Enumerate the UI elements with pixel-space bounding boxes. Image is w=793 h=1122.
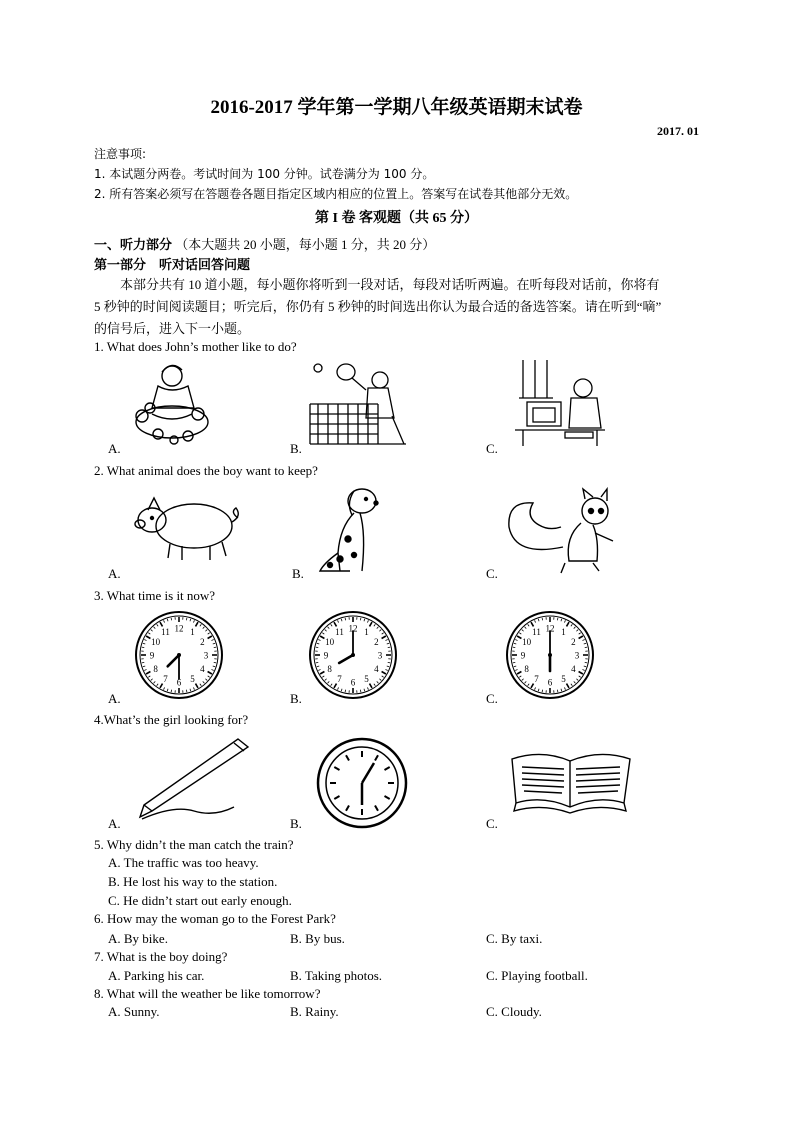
q5-option-b[interactable]: B. He lost his way to the station. <box>108 874 278 889</box>
clock-tick <box>317 643 319 644</box>
clock-tick <box>538 619 539 621</box>
clock-tick <box>360 690 361 692</box>
q6-option-c[interactable]: C. By taxi. <box>486 931 543 946</box>
q2-option-a[interactable]: A. <box>108 566 121 581</box>
clock-tick <box>154 681 156 683</box>
q4-question: 4.What’s the girl looking for? <box>94 712 249 727</box>
clock-number: 2 <box>200 637 205 647</box>
q1-option-b[interactable]: B. <box>290 441 302 456</box>
clock-tick <box>208 633 210 634</box>
clock-tick <box>148 633 150 634</box>
clock-tick <box>374 624 375 626</box>
clock-tick <box>334 622 337 626</box>
clock-tick <box>322 676 324 677</box>
squirrel-picture <box>505 487 620 577</box>
notice-line-2: 2. 所有答案必须写在答题卷各题目指定区域内相应的位置上。答案写在试卷其他部分无效。 <box>94 187 578 201</box>
clock-tick <box>388 662 390 663</box>
clock-tick <box>171 618 172 620</box>
clock-tick <box>148 676 150 677</box>
clock-tick <box>515 640 517 641</box>
clock-tick <box>579 676 581 677</box>
clock-tick <box>567 684 570 688</box>
clock-tick <box>144 640 146 641</box>
clock-tick <box>338 687 339 689</box>
clock-hour-hand <box>339 655 353 663</box>
clock-number: 5 <box>190 673 195 684</box>
notice-heading: 注意事项: <box>94 147 147 161</box>
clock-tick <box>379 630 381 632</box>
clock-tick <box>196 684 199 688</box>
clock-tick <box>567 622 570 626</box>
clock-tick <box>377 681 379 683</box>
q8-option-a[interactable]: A. Sunny. <box>108 1004 160 1019</box>
clock-tick <box>582 669 584 670</box>
clock-tick <box>531 684 534 688</box>
clock-tick <box>367 620 368 622</box>
clock-tick <box>576 679 578 681</box>
clock-tick <box>318 669 320 670</box>
clock-tick <box>316 647 318 648</box>
q3-option-b[interactable]: B. <box>290 691 302 706</box>
clock-tick <box>519 633 521 634</box>
clock-tick <box>334 684 337 688</box>
clock-hour-hand <box>168 655 179 666</box>
clock-tick <box>519 676 521 677</box>
clock-tick <box>142 662 144 663</box>
clock-tick <box>513 647 515 648</box>
clock-tick <box>325 679 327 681</box>
clock-tick <box>164 687 165 689</box>
clock-tick <box>382 633 384 634</box>
clock-number: 1 <box>190 627 195 638</box>
q8-option-c[interactable]: C. Cloudy. <box>486 1004 542 1019</box>
clock-tick <box>193 687 194 689</box>
clock-number: 7 <box>337 673 342 684</box>
clock-tick <box>160 684 163 688</box>
q8-question: 8. What will the weather be like tomorrow? <box>94 986 321 1001</box>
q4-option-b[interactable]: B. <box>290 816 302 831</box>
clock-number: 2 <box>374 637 379 647</box>
clock-tick <box>370 622 373 626</box>
q6-option-b[interactable]: B. By bus. <box>290 931 345 946</box>
clock-tick <box>143 643 145 644</box>
clock-tick <box>144 669 146 670</box>
clock-tick <box>515 669 517 670</box>
clock-number: 8 <box>524 664 529 674</box>
section1-note: （本大题共 20 小题，每小题 1 分，共 20 分） <box>175 237 436 252</box>
clock-tick <box>317 666 319 667</box>
dog-picture <box>310 483 390 578</box>
clock-tick <box>364 619 365 621</box>
part1-instruction-2: 5 秒钟的时间阅读题目；听完后，你仍有 5 秒钟的时间选出你认为最合适的备选答案。请在听到“嘀” <box>94 299 662 314</box>
clock-number: 3 <box>377 650 383 661</box>
clock-tick <box>571 624 572 626</box>
clock-tick <box>584 643 586 644</box>
clock-tick <box>203 627 205 629</box>
clock-tick <box>320 636 324 639</box>
clock-tick <box>208 676 210 677</box>
clock-number: 4 <box>200 664 205 674</box>
clock-tick <box>331 624 332 626</box>
clock-tick <box>385 669 387 670</box>
clock-tick <box>360 618 361 620</box>
clock-tick <box>328 627 330 629</box>
clock-tick <box>574 627 576 629</box>
clock-tick <box>213 643 215 644</box>
clock-center <box>177 653 181 657</box>
clock-number: 10 <box>151 637 161 647</box>
q1-question: 1. What does John’s mother like to do? <box>94 339 297 354</box>
clock-number: 8 <box>327 664 332 674</box>
clock-number: 1 <box>364 627 369 638</box>
q8-option-b[interactable]: B. Rainy. <box>290 1004 339 1019</box>
q2-option-c[interactable]: C. <box>486 566 498 581</box>
clock-tick <box>564 687 565 689</box>
clock-tick <box>367 687 368 689</box>
clock-number: 10 <box>325 637 335 647</box>
clock-tick <box>211 640 213 641</box>
clock-tick <box>571 684 572 686</box>
clock-tick <box>200 624 201 626</box>
clock-tick <box>385 640 387 641</box>
clock-tick <box>338 620 339 622</box>
clock-tick <box>208 672 212 675</box>
q3-question: 3. What time is it now? <box>94 588 216 603</box>
computer-work-picture <box>505 358 610 448</box>
clock-tick <box>579 672 583 675</box>
clock-number: 2 <box>571 637 576 647</box>
clock-number: 7 <box>534 673 539 684</box>
clock-tick <box>213 666 215 667</box>
clock-tick <box>322 633 324 634</box>
clock-tick <box>316 662 318 663</box>
clock-a <box>134 610 224 700</box>
clock-tick <box>388 647 390 648</box>
clock-tick <box>582 640 584 641</box>
clock-tick <box>151 630 153 632</box>
clock-tick <box>164 620 165 622</box>
q3-option-a[interactable]: A. <box>108 691 121 706</box>
clock-tick <box>190 619 191 621</box>
clock-number: 6 <box>350 677 356 688</box>
clock-number: 3 <box>203 650 209 661</box>
clock-tick <box>186 690 187 692</box>
q7-question: 7. What is the boy doing? <box>94 949 228 964</box>
clock-tick <box>154 627 156 629</box>
clock-number: 6 <box>547 677 553 688</box>
clock-tick <box>542 618 543 620</box>
clock-center <box>351 653 355 657</box>
clock-tick <box>564 620 565 622</box>
clock-number: 6 <box>176 677 182 688</box>
clock-number: 9 <box>520 650 526 661</box>
clock-tick <box>193 620 194 622</box>
clock-tick <box>561 619 562 621</box>
clock-tick <box>513 662 515 663</box>
clock-number: 11 <box>161 627 170 638</box>
q7-option-b[interactable]: B. Taking photos. <box>290 968 383 983</box>
clock-tick <box>525 681 527 683</box>
clock-number: 7 <box>163 673 168 684</box>
clock-number: 5 <box>561 673 566 684</box>
clock-tick <box>142 647 144 648</box>
clock-tick <box>143 666 145 667</box>
clock-tick <box>584 666 586 667</box>
clock-tick <box>522 630 524 632</box>
clock-number: 4 <box>571 664 576 674</box>
q6-option-a[interactable]: A. By bike. <box>108 931 168 946</box>
clock-tick <box>160 622 163 626</box>
clock-number: 10 <box>522 637 532 647</box>
clock-number: 1 <box>561 627 566 638</box>
clock-tick <box>576 630 578 632</box>
clock-tick <box>186 618 187 620</box>
clock-tick <box>318 640 320 641</box>
clock-tick <box>146 672 150 675</box>
pig-picture <box>130 488 245 563</box>
notice-line-1: 1. 本试题分两卷。考试时间为 100 分钟。试卷满分为 100 分。 <box>94 167 435 181</box>
clock-tick <box>200 684 201 686</box>
clock-tick <box>167 689 168 691</box>
clock-tick <box>211 669 213 670</box>
clock-tick <box>214 647 216 648</box>
clock-tick <box>528 624 529 626</box>
part1-instruction-1: 本部分共有 10 道小题，每小题你将听到一段对话，每段对话听两遍。在听每段对话前，你将有 <box>120 277 660 292</box>
clock-tick <box>377 627 379 629</box>
clock-number: 12 <box>348 623 358 634</box>
exam-date: 2017. 01 <box>657 124 699 138</box>
clock-tick <box>320 672 324 675</box>
clock-tick <box>517 636 521 639</box>
clock-tick <box>382 672 386 675</box>
clock-tick <box>208 636 212 639</box>
clock-tick <box>574 681 576 683</box>
clock-number: 8 <box>153 664 158 674</box>
q1-option-c[interactable]: C. <box>486 441 498 456</box>
q2-option-b[interactable]: B. <box>292 566 304 581</box>
clock-tick <box>382 636 386 639</box>
q7-option-c[interactable]: C. Playing football. <box>486 968 588 983</box>
clock-number: 3 <box>574 650 580 661</box>
clock-tick <box>151 679 153 681</box>
volume-title: 第 I 卷 客观题（共 65 分） <box>315 211 478 226</box>
washing-clothes-picture <box>128 358 218 448</box>
q3-option-c[interactable]: C. <box>486 691 498 706</box>
clock-tick <box>542 690 543 692</box>
clock-tick <box>525 627 527 629</box>
clock-tick <box>203 681 205 683</box>
clock-tick <box>535 687 536 689</box>
clock-center <box>548 653 552 657</box>
book-picture <box>508 745 634 815</box>
tennis-player-picture <box>308 358 408 448</box>
clock-tick <box>579 636 583 639</box>
clock-number: 11 <box>335 627 344 638</box>
q5-option-c[interactable]: C. He didn’t start out early enough. <box>108 893 292 908</box>
clock-tick <box>561 689 562 691</box>
clock-tick <box>190 689 191 691</box>
part1-instruction-3: 的信号后，进入下一小题。 <box>94 321 251 336</box>
clock-tick <box>325 630 327 632</box>
clock-number: 9 <box>323 650 329 661</box>
clock-tick <box>585 647 587 648</box>
clock-tick <box>387 643 389 644</box>
clock-b <box>308 610 398 700</box>
clock-tick <box>522 679 524 681</box>
clock-tick <box>535 620 536 622</box>
clock-tick <box>331 684 332 686</box>
clock-tick <box>387 666 389 667</box>
clock-tick <box>157 624 158 626</box>
clock-c <box>505 610 595 700</box>
clock-tick <box>531 622 534 626</box>
clock-tick <box>205 630 207 632</box>
clock-tick <box>382 676 384 677</box>
q1-option-a[interactable]: A. <box>108 441 121 456</box>
clock-tick <box>379 679 381 681</box>
part1-heading: 第一部分 听对话回答问题 <box>94 257 251 272</box>
clock-tick <box>146 636 150 639</box>
clock-tick <box>364 689 365 691</box>
clock-tick <box>214 662 216 663</box>
section1-heading: 一、听力部分 <box>94 237 173 252</box>
clock-tick <box>205 679 207 681</box>
clock-number: 12 <box>174 623 184 634</box>
pen-picture <box>134 735 254 825</box>
wall-clock-picture <box>316 737 408 829</box>
clock-tick <box>528 684 529 686</box>
clock-tick <box>341 689 342 691</box>
clock-tick <box>196 622 199 626</box>
clock-number: 11 <box>532 627 541 638</box>
q5-question: 5. Why didn’t the man catch the train? <box>94 837 294 852</box>
clock-number: 5 <box>364 673 369 684</box>
clock-tick <box>557 618 558 620</box>
q5-option-a[interactable]: A. The traffic was too heavy. <box>108 855 259 870</box>
q4-option-c[interactable]: C. <box>486 816 498 831</box>
clock-tick <box>579 633 581 634</box>
clock-tick <box>514 643 516 644</box>
clock-number: 9 <box>149 650 155 661</box>
clock-tick <box>557 690 558 692</box>
clock-tick <box>328 681 330 683</box>
q6-question: 6. How may the woman go to the Forest Park? <box>94 911 336 926</box>
clock-tick <box>538 689 539 691</box>
clock-tick <box>345 690 346 692</box>
clock-tick <box>514 666 516 667</box>
clock-tick <box>171 690 172 692</box>
clock-tick <box>517 672 521 675</box>
q7-option-a[interactable]: A. Parking his car. <box>108 968 205 983</box>
clock-tick <box>167 619 168 621</box>
q4-option-a[interactable]: A. <box>108 816 121 831</box>
q2-question: 2. What animal does the boy want to keep? <box>94 463 318 478</box>
exam-title: 2016-2017 学年第一学期八年级英语期末试卷 <box>210 97 583 118</box>
clock-tick <box>341 619 342 621</box>
clock-tick <box>585 662 587 663</box>
clock-tick <box>370 684 373 688</box>
clock-number: 4 <box>374 664 379 674</box>
clock-tick <box>374 684 375 686</box>
clock-number: 12 <box>545 623 555 634</box>
clock-tick <box>157 684 158 686</box>
clock-tick <box>345 618 346 620</box>
